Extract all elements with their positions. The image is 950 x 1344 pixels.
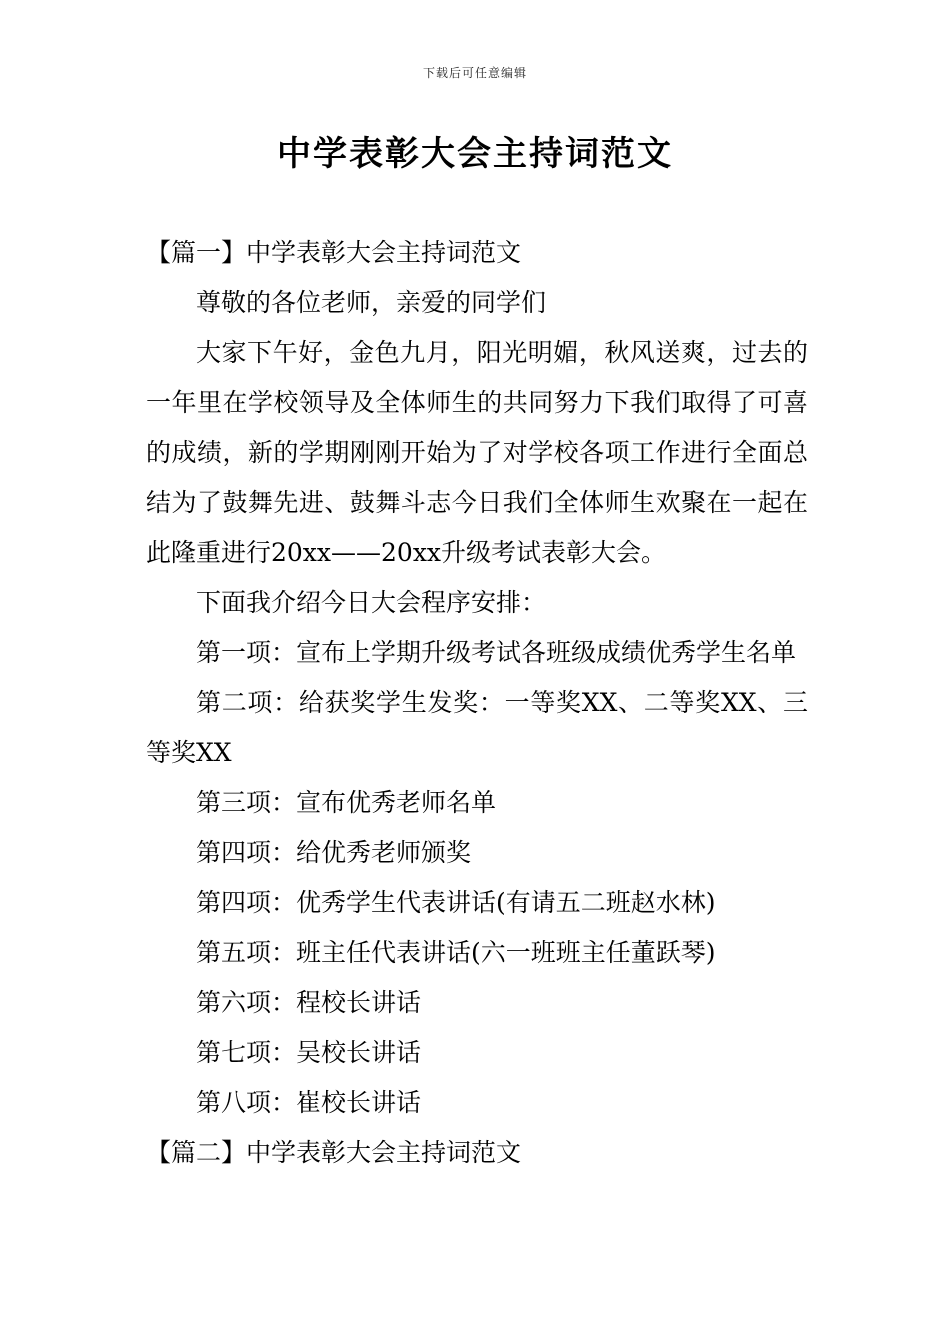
- section-heading-2: 【篇二】中学表彰大会主持词范文: [146, 1138, 522, 1167]
- document-body: [146, 228, 808, 1178]
- program-item-2: 第二项：给获奖学生发奖：一等奖XX、二等奖XX、三等奖XX: [146, 688, 808, 767]
- greeting-paragraph: 尊敬的各位老师，亲爱的同学们: [196, 288, 547, 317]
- program-item-4: 第四项：给优秀老师颁奖: [196, 838, 472, 867]
- program-item-6: 第五项：班主任代表讲话(六一班班主任董跃琴): [196, 938, 716, 967]
- program-item-7: 第六项：程校长讲话: [196, 988, 422, 1017]
- program-item-1: 第一项：宣布上学期升级考试各班级成绩优秀学生名单: [196, 638, 797, 667]
- section-heading-1: 【篇一】中学表彰大会主持词范文: [146, 238, 522, 267]
- program-item-3: 第三项：宣布优秀老师名单: [196, 788, 497, 817]
- document-title: 中学表彰大会主持词范文: [277, 134, 673, 174]
- program-item-8: 第七项：吴校长讲话: [196, 1038, 422, 1067]
- program-intro-paragraph: 下面我介绍今日大会程序安排：: [196, 588, 547, 617]
- opening-paragraph: 大家下午好，金色九月，阳光明媚，秋风送爽，过去的一年里在学校领导及全体师生的共同努力下我们取得了可喜的成绩，新的学期刚刚开始为了对学校各项工作进行全面总结为了鼓舞先进、鼓舞斗志今日我们全体师生欢聚在一起在此隆重进行20xx——20xx升级考试表彰大会。: [146, 338, 808, 567]
- program-item-9: 第八项：崔校长讲话: [196, 1088, 422, 1117]
- header-note: 下载后可任意编辑: [422, 66, 527, 80]
- program-item-5: 第四项：优秀学生代表讲话(有请五二班赵水林): [196, 888, 716, 917]
